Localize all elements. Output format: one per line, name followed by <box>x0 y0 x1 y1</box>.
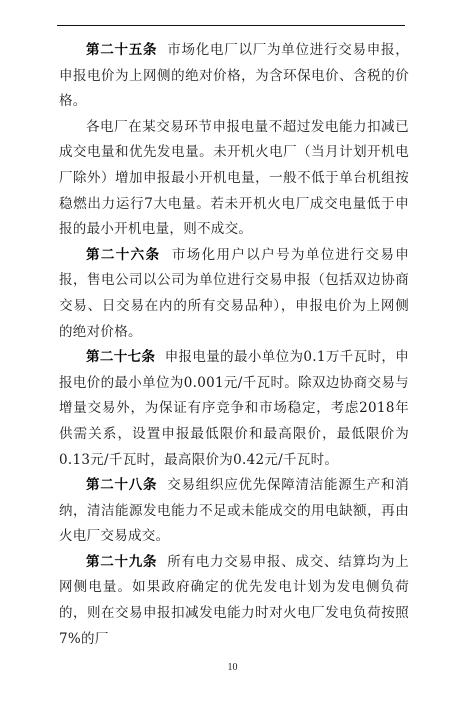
article-25-text: 市场化电厂以厂为单位进行交易申报，申报电价为上网侧的绝对价格，为含环保电价、含税的价格。 <box>59 42 409 110</box>
article-27-label: 第二十七条 <box>86 349 156 366</box>
article-25-paragraph-2 <box>59 115 409 243</box>
page-number: 10 <box>227 662 238 673</box>
article-28-label: 第二十八条 <box>86 477 158 494</box>
article-29-label: 第二十九条 <box>86 553 158 570</box>
article-28-text: 交易组织应优先保障清洁能源生产和消纳，清洁能源发电能力不足或未能成交的用电缺额，再由火电厂交易成交。 <box>59 477 409 545</box>
article-26-label: 第二十六条 <box>86 246 161 263</box>
article-29-text: 所有电力交易申报、成交、结算均为上网侧电量。如果政府确定的优先发电计划为发电侧负荷的，则在交易申报扣减发电能力时对火电厂发电负荷按照 7%的厂 <box>59 553 409 647</box>
article-26 <box>59 243 409 345</box>
article-25-label: 第二十五条 <box>86 42 158 58</box>
article-25-paragraph-2-text: 各电厂在某交易环节申报电量不超过发电能力扣减已成交电量和优先发电量。未开机火电厂（当月计划开机电厂除外）增加申报最小开机电量，一般不低于单台机组按稳燃出力运行7大电量。若未开机火电厂成交电量低于申报的最小开机电量，则不成交。 <box>59 118 409 238</box>
article-27-text: 申报电量的最小单位为0.1万千瓦时，申报电价的最小单位为0.001元/千瓦时。除双边协商交易与增量交易外，为保证有序竞争和市场稳定，考虑2018年供需关系，设置申报最低限价和最高限价，最低限价为0.13元/千瓦时，最高限价为0.42元/千瓦时。 <box>59 349 409 468</box>
article-28 <box>59 473 409 550</box>
article-27 <box>59 345 409 473</box>
article-25 <box>59 38 409 115</box>
article-29 <box>59 550 409 652</box>
article-26-text: 市场化用户以户号为单位进行交易申报，售电公司以公司为单位进行交易申报（包括双边协商交易、日交易在内的所有交易品种），申报电价为上网侧的绝对价格。 <box>59 246 410 340</box>
header-rule <box>57 25 405 26</box>
document-body <box>59 38 409 652</box>
